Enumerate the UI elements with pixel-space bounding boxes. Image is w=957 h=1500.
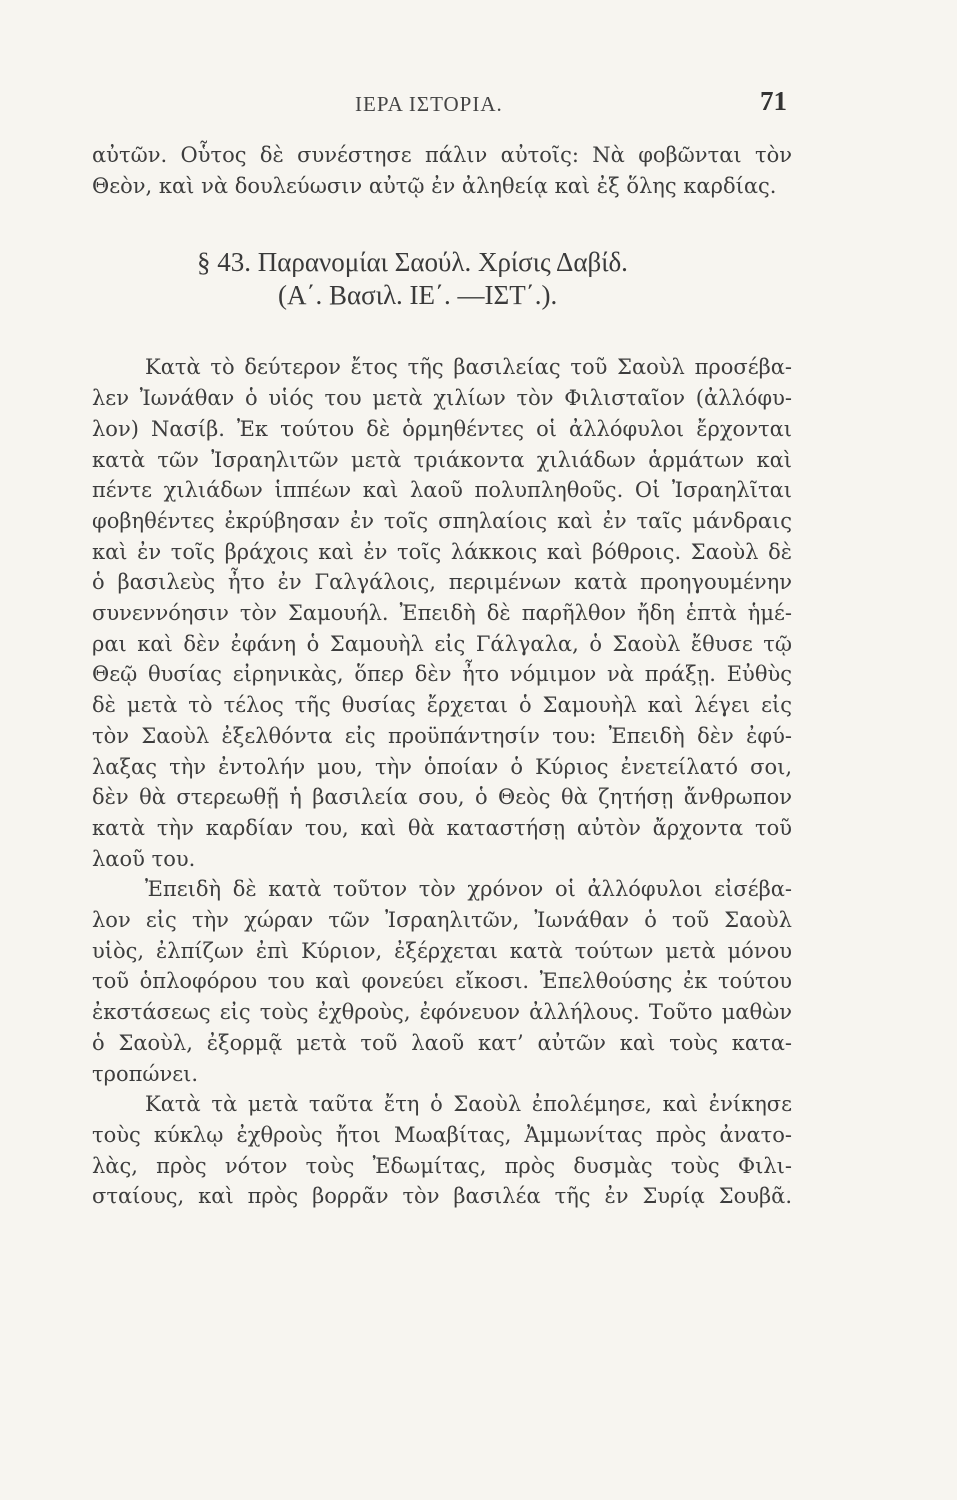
text-line: συνεννόησιν τὸν Σαμουήλ. Ἐπειδὴ δὲ παρῆλθον ἤδη ἑπτὰ ἡμέ- (92, 601, 792, 626)
text-line: καὶ ἐν τοῖς βράχοις καὶ ἐν τοῖς λάκκοις καὶ βόθροις. Σαοὺλ δὲ (92, 539, 792, 564)
spacer (92, 312, 792, 352)
text-line: λὰς, πρὸς νότον τοὺς Ἐδωμίτας, πρὸς δυσμὰς τοὺς Φιλι- (92, 1153, 792, 1178)
text-line: λαοῦ του. (92, 846, 196, 871)
page-header (0, 86, 957, 122)
text-line: λεν Ἰωνάθαν ὁ υἱός του μετὰ χιλίων τὸν Φιλισταῖον (ἀλλόφυ- (92, 386, 792, 411)
text-line: Ἐπειδὴ δὲ κατὰ τοῦτον τὸν χρόνον οἱ ἀλλόφυλοι εἰσέβα- (145, 877, 792, 902)
text-line: πέντε χιλιάδων ἱππέων καὶ λαοῦ πολυπληθοῦς. Οἱ Ἰσραηλῖται (92, 478, 792, 503)
text-line: Κατὰ τὰ μετὰ ταῦτα ἔτη ὁ Σαοὺλ ἐπολέμησε, καὶ ἐνίκησε (145, 1092, 792, 1117)
text-line: τὸν Σαοὺλ ἐξελθόντα εἰς προϋπάντησίν του: Ἐπειδὴ δὲν ἐφύ- (92, 723, 792, 748)
body-text (92, 140, 792, 1212)
text-line: τοὺς κύκλῳ ἐχθροὺς ἤτοι Μωαβίτας, Ἀμμωνίτας πρὸς ἀνατο- (92, 1122, 792, 1147)
text-line: δὲν θὰ στερεωθῇ ἡ βασιλεία σου, ὁ Θεὸς θὰ ζητήσῃ ἄνθρωπον (92, 785, 792, 810)
section-heading: § 43. Παρανομίαι Σαούλ. Χρίσις Δαβίδ. (197, 247, 628, 278)
text-line: σταίους, καὶ πρὸς βορρᾶν τὸν βασιλέα τῆς ἐν Συρίᾳ Σουβᾶ. (92, 1184, 792, 1209)
page-number: 71 (760, 86, 787, 116)
text-line: κατὰ τὴν καρδίαν του, καὶ θὰ καταστήσῃ αὐτὸν ἄρχοντα τοῦ (92, 815, 792, 840)
text-line: λον) Νασίβ. Ἐκ τούτου δὲ ὁρμηθέντες οἱ ἀλλόφυλοι ἔρχονται (92, 416, 792, 441)
text-line: υἱὸς, ἐλπίζων ἐπὶ Κύριον, ἐξέρχεται κατὰ τούτων μετὰ μόνου (92, 938, 792, 963)
text-line: ραι καὶ δὲν ἐφάνη ὁ Σαμουὴλ εἰς Γάλγαλα, ὁ Σαοὺλ ἔθυσε τῷ (92, 631, 792, 656)
text-line: τροπώνει. (92, 1061, 199, 1086)
text-line: ἐκστάσεως εἰς τοὺς ἐχθροὺς, ἐφόνευον ἀλλήλους. Τοῦτο μαθὼν (92, 1000, 792, 1025)
text-line: φοβηθέντες ἐκρύβησαν ἐν τοῖς σπηλαίοις καὶ ἐν ταῖς μάνδραις (92, 508, 792, 533)
text-line: τοῦ ὁπλοφόρου του καὶ φονεύει εἴκοσι. Ἐπελθούσης ἐκ τούτου (92, 969, 792, 994)
text-line: ὁ Σαοὺλ, ἐξορμᾷ μετὰ τοῦ λαοῦ κατ’ αὐτῶν καὶ τοὺς κατα- (92, 1030, 792, 1055)
text-line: λαξας τὴν ἐντολήν μου, τὴν ὁποίαν ὁ Κύριος ἐνετείλατό σοι, (92, 754, 792, 779)
running-title: ΙΕΡΑ ΙΣΤΟΡΙΑ. (355, 92, 503, 116)
text-line: λον εἰς τὴν χώραν τῶν Ἰσραηλιτῶν, Ἰωνάθαν ὁ τοῦ Σαοὺλ (92, 908, 792, 933)
section-reference: (Α΄. Βασιλ. ΙΕ΄. —ΙΣΤ΄.). (278, 280, 558, 311)
text-line: δὲ μετὰ τὸ τέλος τῆς θυσίας ἔρχεται ὁ Σαμουὴλ καὶ λέγει εἰς (92, 693, 792, 718)
text-line: αὐτῶν. Οὗτος δὲ συνέστησε πάλιν αὐτοῖς: Νὰ φοβῶνται τὸν (92, 143, 792, 167)
text-line: κατὰ τῶν Ἰσραηλιτῶν μετὰ τριάκοντα χιλιάδων ἁρμάτων καὶ (92, 447, 792, 472)
text-line: Κατὰ τὸ δεύτερον ἔτος τῆς βασιλείας τοῦ Σαοὺλ προσέβα- (145, 355, 792, 380)
spacer (92, 201, 792, 246)
text-line: ὁ βασιλεὺς ἦτο ἐν Γαλγάλοις, περιμένων κατὰ προηγουμένην (92, 570, 792, 595)
text-line: Θεὸν, καὶ νὰ δουλεύωσιν αὐτῷ ἐν ἀληθείᾳ καὶ ἐξ ὅλης καρδίας. (92, 173, 777, 198)
text-line: Θεῷ θυσίας εἰρηνικὰς, ὅπερ δὲν ἦτο νόμιμον νὰ πράξῃ. Εὐθὺς (92, 662, 792, 687)
